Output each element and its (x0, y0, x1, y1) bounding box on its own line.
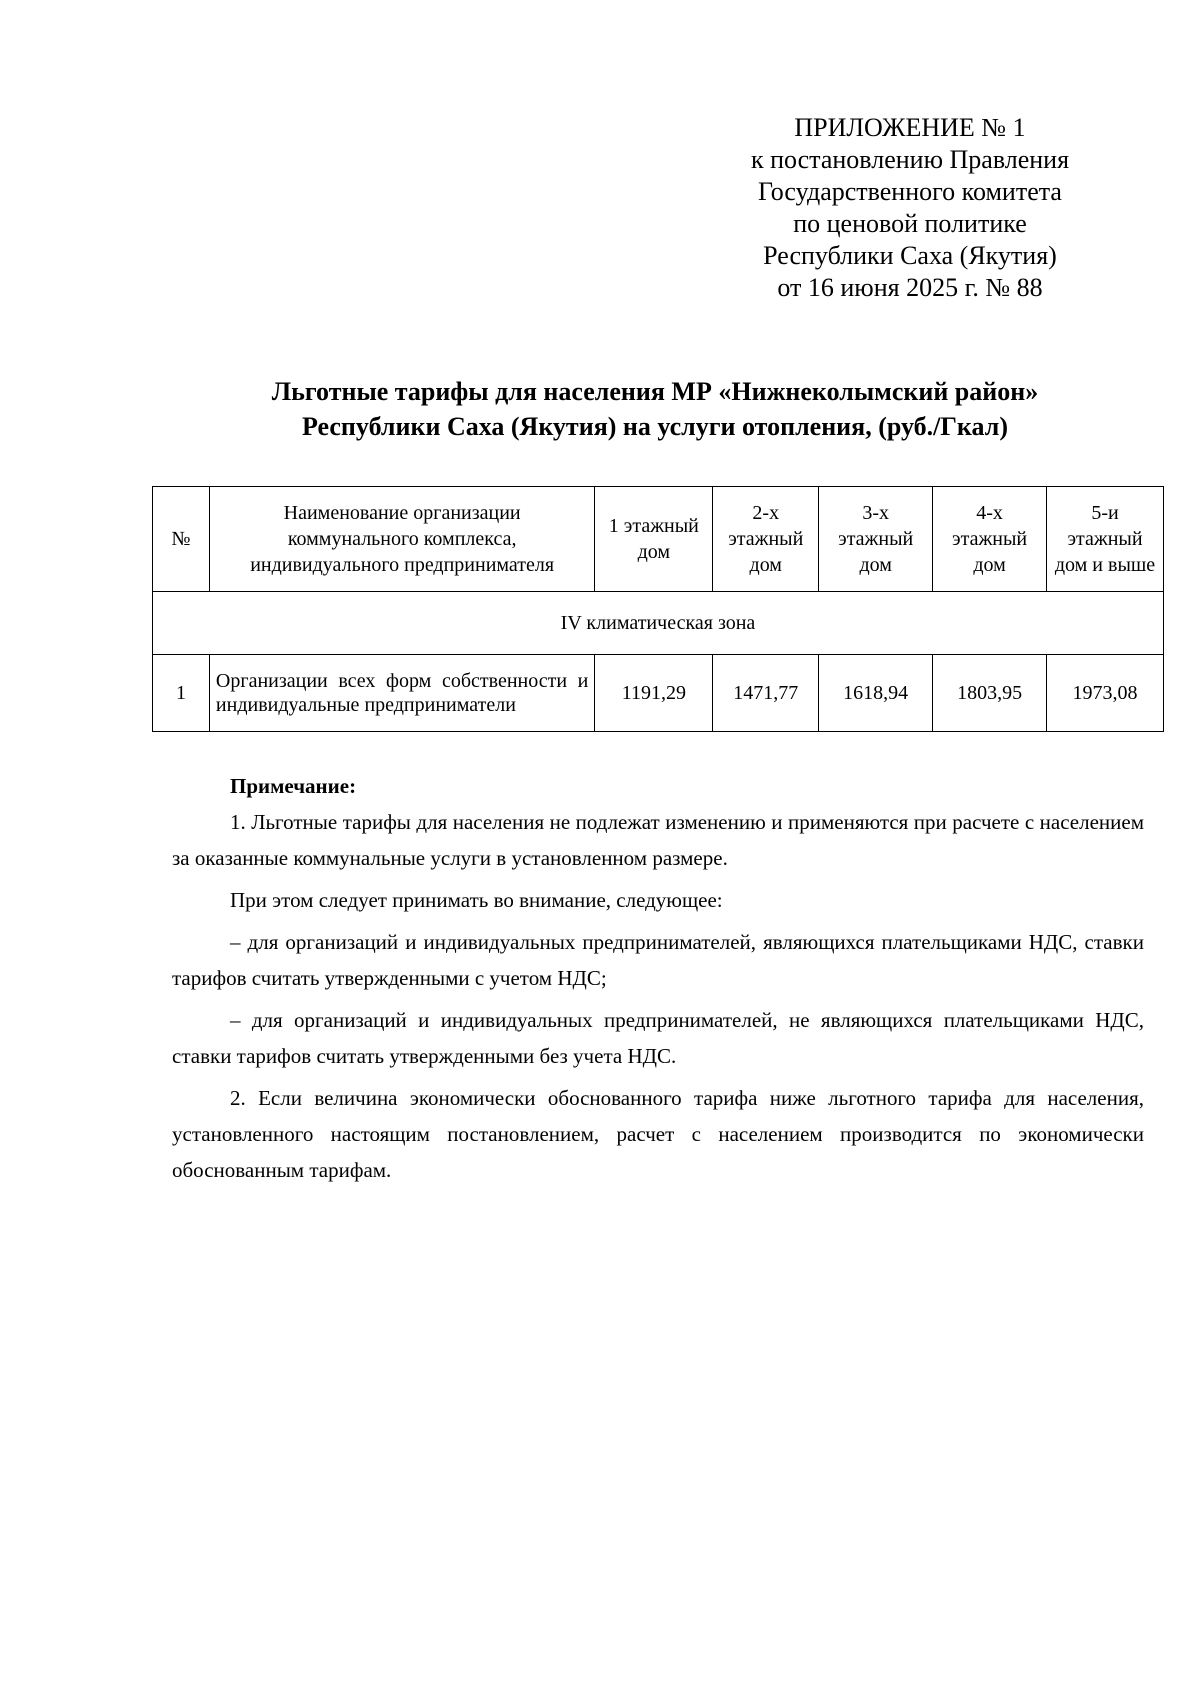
header-num: № (153, 487, 210, 592)
row-name: Организации всех форм собственности и индивидуальные предприниматели (209, 655, 594, 732)
notes-heading: Примечание: (230, 774, 357, 798)
appendix-block (700, 112, 1120, 304)
title-line-1: Льготные тарифы для населения МР «Нижнеколымский район» (271, 377, 1039, 406)
header-3-floor: 3-х этажный дом (819, 487, 933, 592)
appendix-line: по ценовой политике (793, 209, 1027, 238)
note-paragraph-5: 2. Если величина экономически обоснованного тарифа ниже льготного тарифа для населения, установленного настоящим постановлением, расчет с населением производится по экономически обоснованным тарифам. (172, 1086, 1144, 1182)
zone-row (153, 592, 1164, 655)
header-1-floor: 1 этажный дом (595, 487, 713, 592)
notes-section (172, 768, 1144, 1194)
table-header-row (153, 487, 1164, 592)
row-value-2: 1471,77 (713, 655, 819, 732)
table-row (153, 655, 1164, 732)
climate-zone: IV климатическая зона (153, 592, 1164, 655)
row-value-3: 1618,94 (819, 655, 933, 732)
appendix-line: Государственного комитета (758, 177, 1062, 206)
note-paragraph-2: При этом следует принимать во внимание, следующее: (230, 888, 723, 912)
appendix-line: ПРИЛОЖЕНИЕ № 1 (794, 113, 1026, 142)
appendix-line: к постановлению Правления (750, 145, 1070, 174)
appendix-line: от 16 июня 2025 г. № 88 (777, 273, 1043, 302)
note-paragraph-4: – для организаций и индивидуальных предпринимателей, не являющихся плательщиками НДС, ставки тарифов считать утвержденными без учета НДС. (172, 1008, 1144, 1068)
row-value-5: 1973,08 (1047, 655, 1164, 732)
header-2-floor: 2-х этажный дом (713, 487, 819, 592)
tariff-table (152, 486, 1164, 732)
document-title (150, 374, 1160, 444)
header-name: Наименование организации коммунального комплекса, индивидуального предпринимателя (209, 487, 594, 592)
note-paragraph-1: 1. Льготные тарифы для населения не подлежат изменению и применяются при расчете с населением за оказанные коммунальные услуги в установленном размере. (172, 810, 1144, 870)
title-line-2: Республики Саха (Якутия) на услуги отопления, (руб./Гкал) (302, 412, 1008, 441)
row-value-4: 1803,95 (933, 655, 1047, 732)
row-value-1: 1191,29 (595, 655, 713, 732)
note-paragraph-3: – для организаций и индивидуальных предпринимателей, являющихся плательщиками НДС, ставки тарифов считать утвержденными с учетом НДС; (172, 930, 1144, 990)
header-4-floor: 4-х этажный дом (933, 487, 1047, 592)
appendix-line: Республики Саха (Якутия) (763, 241, 1057, 270)
header-5-floor: 5-и этажный дом и выше (1047, 487, 1164, 592)
row-num: 1 (153, 655, 210, 732)
